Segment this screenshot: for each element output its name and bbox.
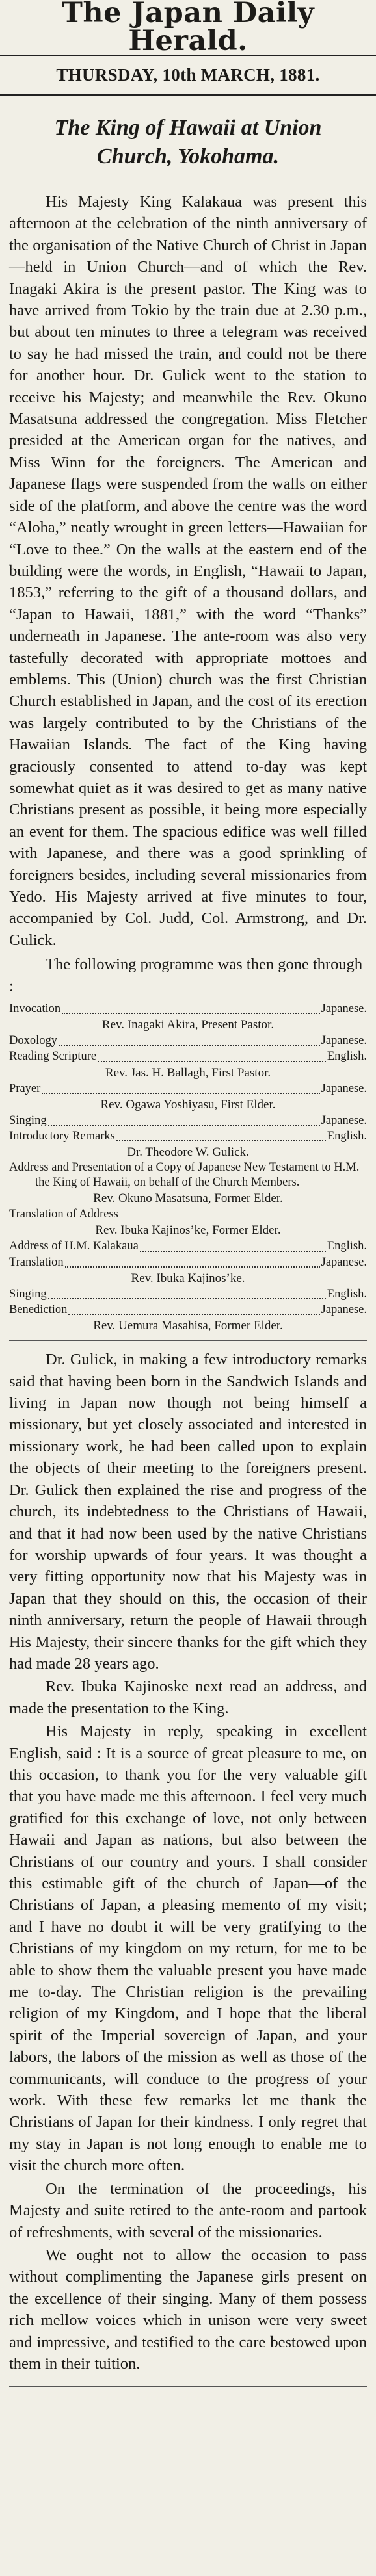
programme-item: Doxology Japanese.: [9, 1034, 367, 1048]
programme-item: Reading Scripture English.: [9, 1050, 367, 1063]
newspaper-title: The Japan Daily Herald.: [61, 0, 315, 57]
programme-person: Rev. Ibuka Kajinos’ke, Former Elder.: [95, 1223, 281, 1238]
leader-dots: [116, 1128, 326, 1141]
programme-person: Rev. Ibuka Kajinos’ke.: [131, 1271, 245, 1285]
programme-item: Translation Japanese.: [9, 1255, 367, 1269]
article-paragraph: His Majesty King Kalakaua was present this afternoon at the celebration of the ninth anniversary of the organisation of the Native Church of Christ in Japan—held in Union Church—and of which the Rev. Inagaki Akira is the present pastor. The King was to have arrived from Tokio by the train due at 2.30 p.m., but about ten minutes to three a telegram was received to say he had missed the train, and could not be there for another hour. Dr. Gulick went to the station to receive his Majesty; and meanwhile the Rev. Okuno Masatsuna addressed the congregation. Miss Fletcher presided at the American organ for the natives, and Miss Winn for the foreigners. The American and Japanese flags were suspended from the walls on either side of the platform, and above the centre was the word “Aloha,” neatly wrought in green letters—Hawaiian for “Love to thee.” On the walls at the eastern end of the building were the words, in English, “Hawaii to Japan, 1853,” referring to the gift of a thousand dollars, and “Japan to Hawaii, 1881,” with the word “Thanks” underneath in Japanese. The ante-room was also very tastefully decorated with appropriate mottoes and emblems. This (Union) church was the first Christian Church established in Japan, and the cost of its erection was largely contributed to by the Christians of the Hawaiian Islands. The fact of the King having graciously consented to attend to-day was kept somewhat quiet as it was desired to get as many native Christians present as possible, it being more especially an event for them. The spacious edifice was well filled with Japanese, and there was a good sprinkling of foreigners besides, including several missionaries from Yedo. His Majesty arrived at five minutes to four, accompanied by Col. Judd, Col. Armstrong, and Dr. Gulick.: [9, 193, 367, 949]
leader-dots: [59, 1033, 320, 1046]
article-paragraph: His Majesty in reply, speaking in excellent English, said : It is a source of great pleasure to me, on this occasion, to thank you for the very valuable gift that you have made me this afternoon. I feel very much gratified for this exchange of love, not only between Hawaii and Japan as nations, but also between the Christians of our country and yours. I shall consider this estimable gift of the church of Japan—of the Christians of Japan, a pleasing memento of my visit; and I have no doubt it will be very gratifying to the Christians of my kingdom on my return, for me to be able to show them the valuable present you have made me to-day. The Christian religion is the prevailing religion of my Kingdom, and I hope that the liberal spirit of the Imperial sovereign of Japan, and your labors, the labors of the mission as well as those of the communicants, will conduce to the progress of your work. With these few remarks let me thank the Christians of Japan for their kindness. I only regret that my stay in Japan is not long enough to enable me to visit the church more often.: [9, 1723, 367, 2175]
article-paragraph: Rev. Ibuka Kajinoske next read an address, and made the presentation to the King.: [9, 1678, 367, 1717]
leader-dots: [48, 1113, 320, 1126]
section-rule: [9, 1340, 367, 1341]
programme-person: Rev. Okuno Masatsuna, Former Elder.: [93, 1191, 283, 1206]
programme-list: [9, 1001, 367, 1334]
programme-item: Address of H.M. Kalakaua English.: [9, 1240, 367, 1253]
leader-dots: [48, 1286, 326, 1299]
programme-item: Singing English.: [9, 1287, 367, 1301]
article-paragraph: Dr. Gulick, in making a few introductory remarks said that having been born in the Sandwich Islands and living in Japan now though not being himself a missionary, but yet closely associated and interested in missionary work, he had been called upon to explain the objects of their meeting to the foreigners present. Dr. Gulick then explained the rise and progress of the church, its indebtedness to the Christians of Hawaii, and that it had now been used by the native Christians for worship upwards of four years. It was thought a very fitting opportunity now that his Majesty was in Japan that they should on this, the occasion of their ninth anniversary, return the people of Hawaii through His Majesty, their sincere thanks for the gift which they had made 28 years ago.: [9, 1351, 367, 1672]
leader-dots: [62, 1001, 320, 1014]
leader-dots: [140, 1239, 326, 1252]
programme-person: Rev. Jas. H. Ballagh, First Pastor.: [105, 1065, 271, 1080]
programme-person: Rev. Ogawa Yoshiyasu, First Elder.: [100, 1097, 276, 1112]
header-rule: [7, 96, 369, 99]
programme-intro: The following programme was then gone through :: [9, 956, 363, 995]
article: [0, 114, 376, 2387]
end-rule: [9, 2386, 367, 2387]
programme-item: Invocation Japanese.: [9, 1002, 367, 1016]
leader-dots: [98, 1049, 326, 1062]
programme-item: Singing Japanese.: [9, 1113, 367, 1127]
masthead: [0, 0, 376, 56]
programme-item: Address and Presentation of a Copy of Japanese New Testament to H.M. the King of Hawaii, on behalf of the Church Members.: [9, 1161, 360, 1190]
programme-item: Translation of Address: [9, 1208, 118, 1221]
article-paragraph: On the termination of the proceedings, his Majesty and suite retired to the ante-room and partook of refreshments, with several of the missionaries.: [9, 2179, 367, 2241]
programme-person: Rev. Uemura Masahisa, Former Elder.: [93, 1319, 283, 1333]
article-title: The King of Hawaii at Union Church, Yokohama.: [54, 116, 322, 168]
article-paragraph: We ought not to allow the occasion to pass without complimenting the Japanese girls present on the excellence of their singing. Many of them possess rich mellow voices which in unison were very sweet and impressive, and testified to the care bestowed upon them in their tuition.: [9, 2246, 367, 2373]
programme-item: Prayer Japanese.: [9, 1082, 367, 1095]
dateline: THURSDAY, 10th MARCH, 1881.: [0, 56, 376, 96]
programme-person: Dr. Theodore W. Gulick.: [127, 1145, 249, 1160]
leader-dots: [42, 1081, 319, 1094]
leader-dots: [68, 1302, 319, 1315]
programme-item: Introductory Remarks English.: [9, 1130, 367, 1143]
programme-person: Rev. Inagaki Akira, Present Pastor.: [101, 1018, 275, 1032]
programme-item: Benediction Japanese.: [9, 1303, 367, 1317]
leader-dots: [65, 1255, 320, 1268]
